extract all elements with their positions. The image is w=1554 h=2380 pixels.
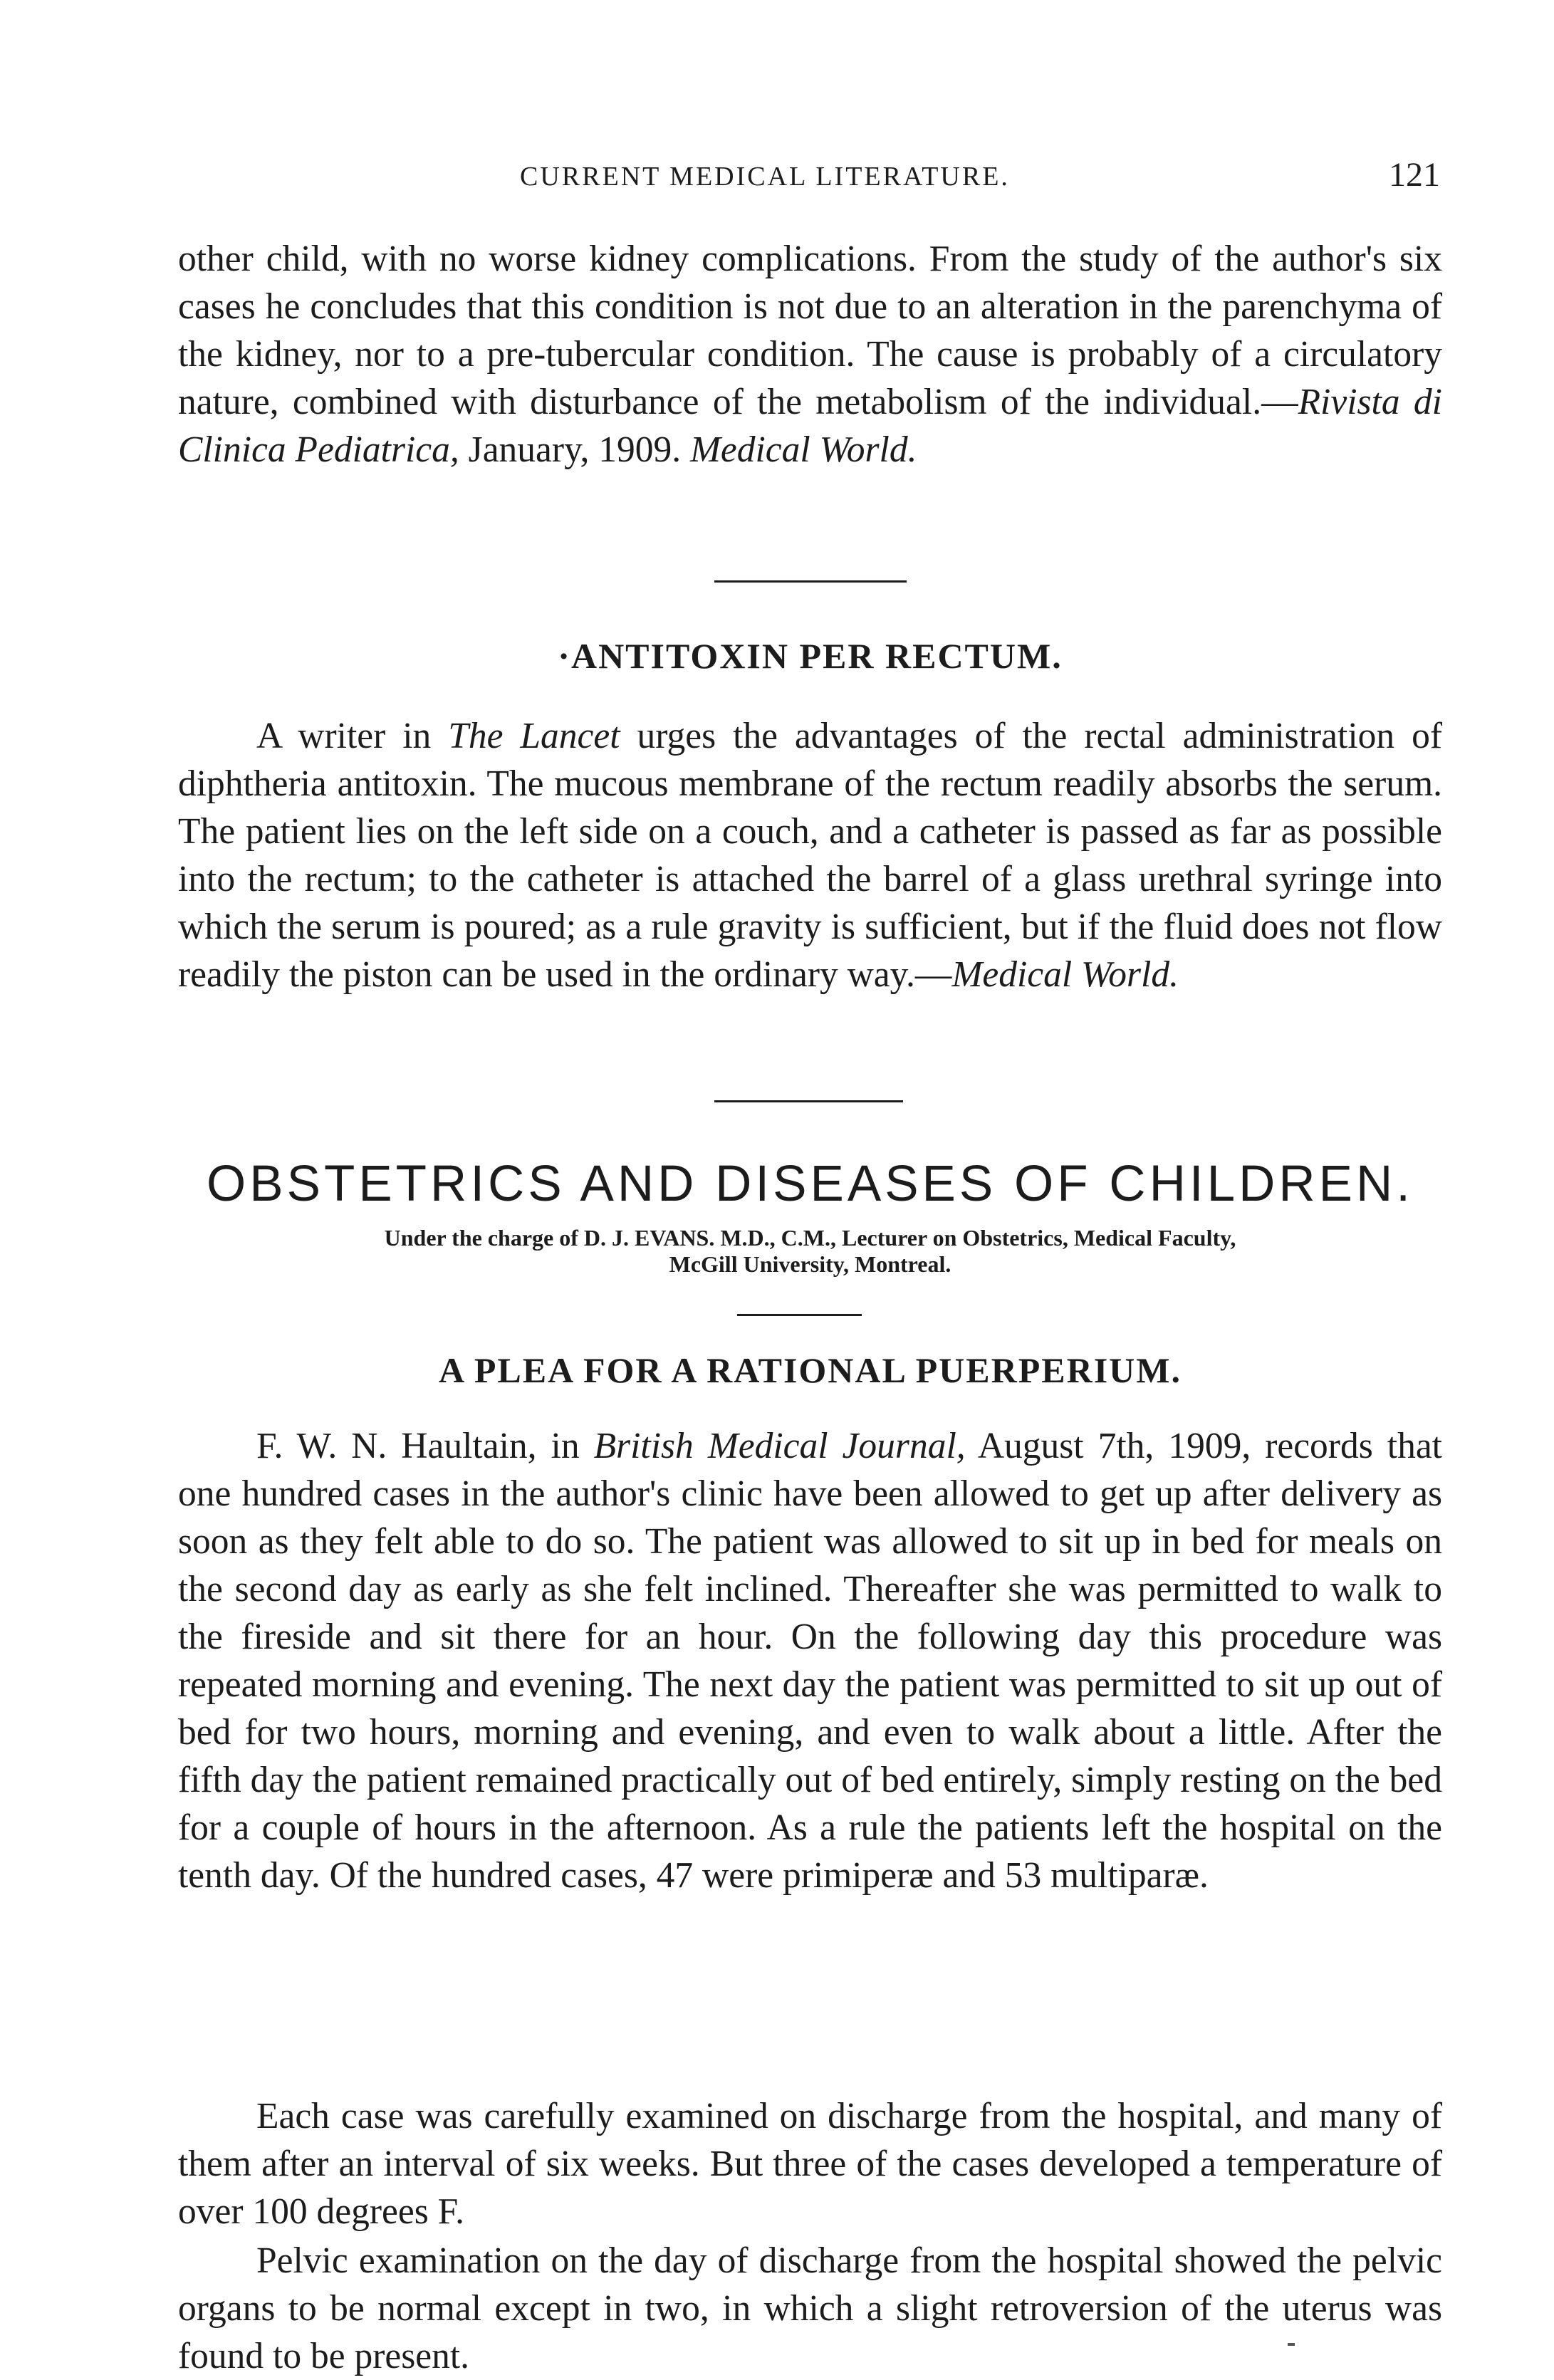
- section-title-antitoxin: ·ANTITOXIN PER RECTUM.: [558, 636, 1063, 676]
- section-divider: [714, 1100, 903, 1102]
- department-editor-affiliation: McGill University, Montreal.: [669, 1251, 951, 1277]
- running-head: CURRENT MEDICAL LITERATURE.: [520, 162, 1010, 192]
- paragraph-puerperium: F. W. N. Haultain, in British Medical Journal, August 7th, 1909, records that one hundred cases in the author's clinic have been allowed to get up after delivery as soon as they felt able to do so. The patient was allowed to sit up in bed for meals on the second day as early as she felt inclined. Thereafter she was permitted to walk to the fireside and sit there for an hour. On the following day this procedure was repeated morning and evening. The next day the patient was permitted to sit up out of bed for two hours, morning and evening, and even to walk about a little. After the fifth day the patient remained practically out of bed entirely, simply resting on the bed for a couple of hours in the afternoon. As a rule the patients left the hospital on the tenth day. Of the hundred cases, 47 were primiperæ and 53 multiparæ.: [178, 1426, 1442, 1896]
- print-speck: [1288, 2343, 1295, 2346]
- paragraph-antitoxin: A writer in The Lancet urges the advantages of the rectal administration of diphtheria antitoxin. The mucous membrane of the rectum readily absorbs the serum. The patient lies on the left side on a couch, and a catheter is passed as far as possible into the rectum; to the catheter is attached the barrel of a glass urethral syringe into which the serum is poured; as a rule gravity is sufficient, but if the fluid does not flow readily the piston can be used in the ordinary way.—Medical World.: [178, 716, 1442, 995]
- section-divider: [737, 1314, 862, 1316]
- department-heading: OBSTETRICS AND DISEASES OF CHILDREN.: [207, 1156, 1414, 1212]
- paragraph-pelvic-exam: Pelvic examination on the day of discharge from the hospital showed the pelvic organs to be normal except in two, in which a slight retroversion of the uterus was found to be present.: [178, 2240, 1442, 2376]
- paragraph-kidney-study: other child, with no worse kidney complications. From the study of the author's six cases he concludes that this condition is not due to an alteration in the parenchyma of the kidney, nor to a pre-tubercular condition. The cause is probably of a circulatory nature, combined with disturbance of the metabolism of the individual.—Rivista di Clinica Pediatrica, January, 1909. Medical World.: [178, 239, 1442, 470]
- department-editor-line: Under the charge of D. J. EVANS. M.D., C.M., Lecturer on Obstetrics, Medical Faculty,: [384, 1225, 1236, 1251]
- page-header: [192, 155, 1440, 198]
- section-divider: [714, 580, 907, 583]
- page-number: 121: [1389, 156, 1440, 194]
- paragraph-discharge-exam: Each case was carefully examined on discharge from the hospital, and many of them after an interval of six weeks. But three of the cases developed a temperature of over 100 degrees F.: [178, 2096, 1442, 2232]
- section-title-puerperium: A PLEA FOR A RATIONAL PUERPERIUM.: [439, 1350, 1182, 1390]
